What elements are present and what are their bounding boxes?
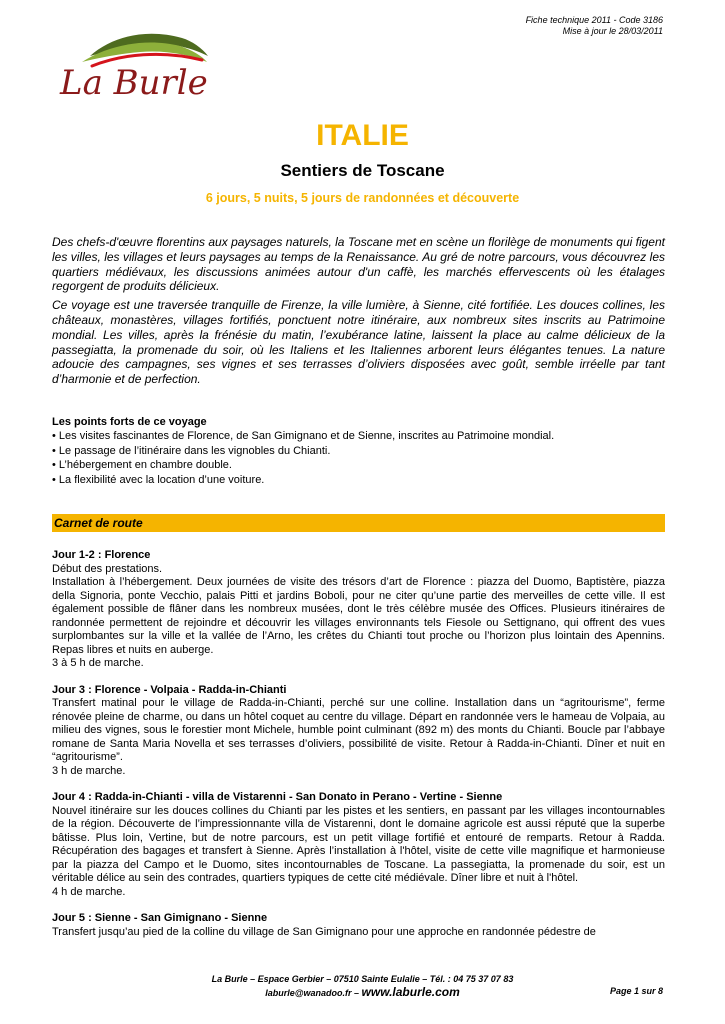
day-entry [52, 791, 665, 899]
highlight-item: • La flexibilité avec la location d’une voiture. [52, 473, 265, 486]
highlight-item: • L’hébergement en chambre double. [52, 459, 232, 472]
highlight-item: • Les visites fascinantes de Florence, de San Gimignano et de Sienne, inscrites au Patrimoine mondial. [52, 430, 555, 443]
day-description [52, 805, 665, 900]
day-entry [52, 684, 665, 779]
intro-paragraph: Des chefs-d'œuvre florentins aux paysages naturels, la Toscane met en scène un florilège de monuments qui figent les villes, les villages et leurs paysages au temps de la Renaissance. Au gré de notre parcours, vous découvrez les quartiers médiévaux, les discussions animées autour d'un caffè, les marchés effervescents où les étalages regorgent de produits délicieux. [52, 235, 665, 294]
highlights-heading: Les points forts de ce voyage [52, 415, 207, 428]
section-header-carnet: Carnet de route [52, 514, 665, 532]
day-title: Jour 4 : Radda-in-Chianti - villa de Vistarenni - San Donato in Perano - Vertine - Sienne [52, 791, 503, 804]
footer-website-link[interactable]: www.laburle.com [361, 985, 460, 999]
day-paragraph: 4 h de marche. [52, 885, 126, 898]
day-paragraph: Transfert matinal pour le village de Radda-in-Chianti, perché sur une colline. Installation dans un “agritourisme”, ferme rénovée pleine de charme, ou dans un hôtel coquet au centre du village. Départ en randonnée vers le hameau de Volpaia, au milieu des vignes, sous le forestier mont Michele, humble point culminant (892 m) des monts du Chianti. Boucle par l’abbaye romane de Santa Maria Novella et ses terrasses d’oliviers, possibilité de visite. Retour à Radda-in-Chianti. Dîner et nuit en “agritourisme”. [52, 697, 665, 764]
document-body [52, 235, 665, 952]
itinerary [52, 549, 665, 939]
footer-address: La Burle – Espace Gerbier – 07510 Sainte Eulalie – Tél. : 04 75 37 07 83 [211, 974, 514, 984]
day-description [52, 563, 665, 671]
footer-email[interactable]: laburle@wanadoo.fr – [265, 988, 360, 998]
trip-tagline: 6 jours, 5 nuits, 5 jours de randonnées et découverte [205, 191, 520, 205]
trip-title: Sentiers de Toscane [280, 161, 445, 180]
page-number: Page 1 sur 8 [609, 986, 663, 996]
day-description [52, 697, 665, 778]
day-paragraph: Installation à l’hébergement. Deux journées de visite des trésors d’art de Florence : piazza del Duomo, Baptistère, piazza della Signoria, ponte Vecchio, palais Pitti et jardins Boboli, pour ne citer qu’une partie des merveilles de cette ville. Il est également possible de flâner dans les nombreux musées, dont le très célèbre musée des Offices. Plusieurs itinéraires de randonnée permettent de rejoindre et découvrir les villages environnants tels Fiesole ou Settignano, qui offrent des vues surplombantes sur la ville et la vallée de l’Arno, les crêtes du Chianti tout proche ou l’horizon plus lointain des Apennins. Repas libres et nuits en auberge. [52, 576, 665, 656]
day-title: Jour 5 : Sienne - San Gimignano - Sienne [52, 912, 268, 925]
intro [52, 235, 665, 387]
logo-script: La Burle [60, 63, 208, 103]
day-title: Jour 1-2 : Florence [52, 549, 151, 562]
update-date: Mise à jour le 28/03/2011 [562, 26, 663, 36]
title-block [0, 118, 725, 206]
country-title: ITALIE [316, 119, 409, 152]
intro-paragraph: Ce voyage est une traversée tranquille de Firenze, la ville lumière, à Sienne, cité fortifiée. Les douces collines, les châteaux, monastères, villages fortifiés, ponctuent notre itinéraire, aux nombreux sites inscrits au Patrimoine mondial. Les villes, après la frénésie du matin, l’exubérance latine, laissent la place au calme délicieux de la passegiatta, la promenade du soir, où les Italiens et les Italiennes arborent leurs élégantes tenues. La nature adoucie des campagnes, ses vignes et ses terrasses d’oliviers disposées avec goût, semble irréelle par tant d’harmonie et de perfection. [52, 298, 665, 387]
highlight-item: • Le passage de l’itinéraire dans les vignobles du Chianti. [52, 444, 331, 457]
day-title: Jour 3 : Florence - Volpaia - Radda-in-Chianti [52, 683, 287, 696]
day-entry [52, 549, 665, 671]
day-paragraph: Début des prestations. [52, 562, 163, 575]
day-paragraph: Nouvel itinéraire sur les douces collines du Chianti par les pistes et les sentiers, en passant par les villages incontournables de la région. Découverte de l’impressionnante villa de Vistarenni, dont le domaine agricole est aussi réputé que la superbe bâtisse. Plus loin, Vertine, but de notre parcours, est un petit village fortifié et entouré de remparts. Retour à Radda. Récupération des bagages et transfert à Sienne. Après l’installation à l'hôtel, visite de cette ville magnifique et harmonieuse par la piazza del Campo et le Duomo, sites incontournables de Toscane. La passegiatta, la promenade du soir, est un véritable délice au sein des contrades, quartiers typiques de cette cité médiévale. Dîner libre et nuit à l'hôtel. [52, 804, 665, 885]
la-burle-logo [52, 26, 212, 104]
day-entry [52, 912, 665, 939]
reference-line: Fiche technique 2011 - Code 3186 [525, 15, 663, 25]
document-reference [526, 15, 663, 37]
day-paragraph: 3 h de marche. [52, 764, 126, 777]
day-paragraph: Transfert jusqu’au pied de la colline du village de San Gimignano pour une approche en randonnée pédestre de [52, 925, 596, 938]
highlights [52, 415, 665, 488]
day-paragraph: 3 à 5 h de marche. [52, 657, 144, 670]
day-description [52, 926, 665, 940]
